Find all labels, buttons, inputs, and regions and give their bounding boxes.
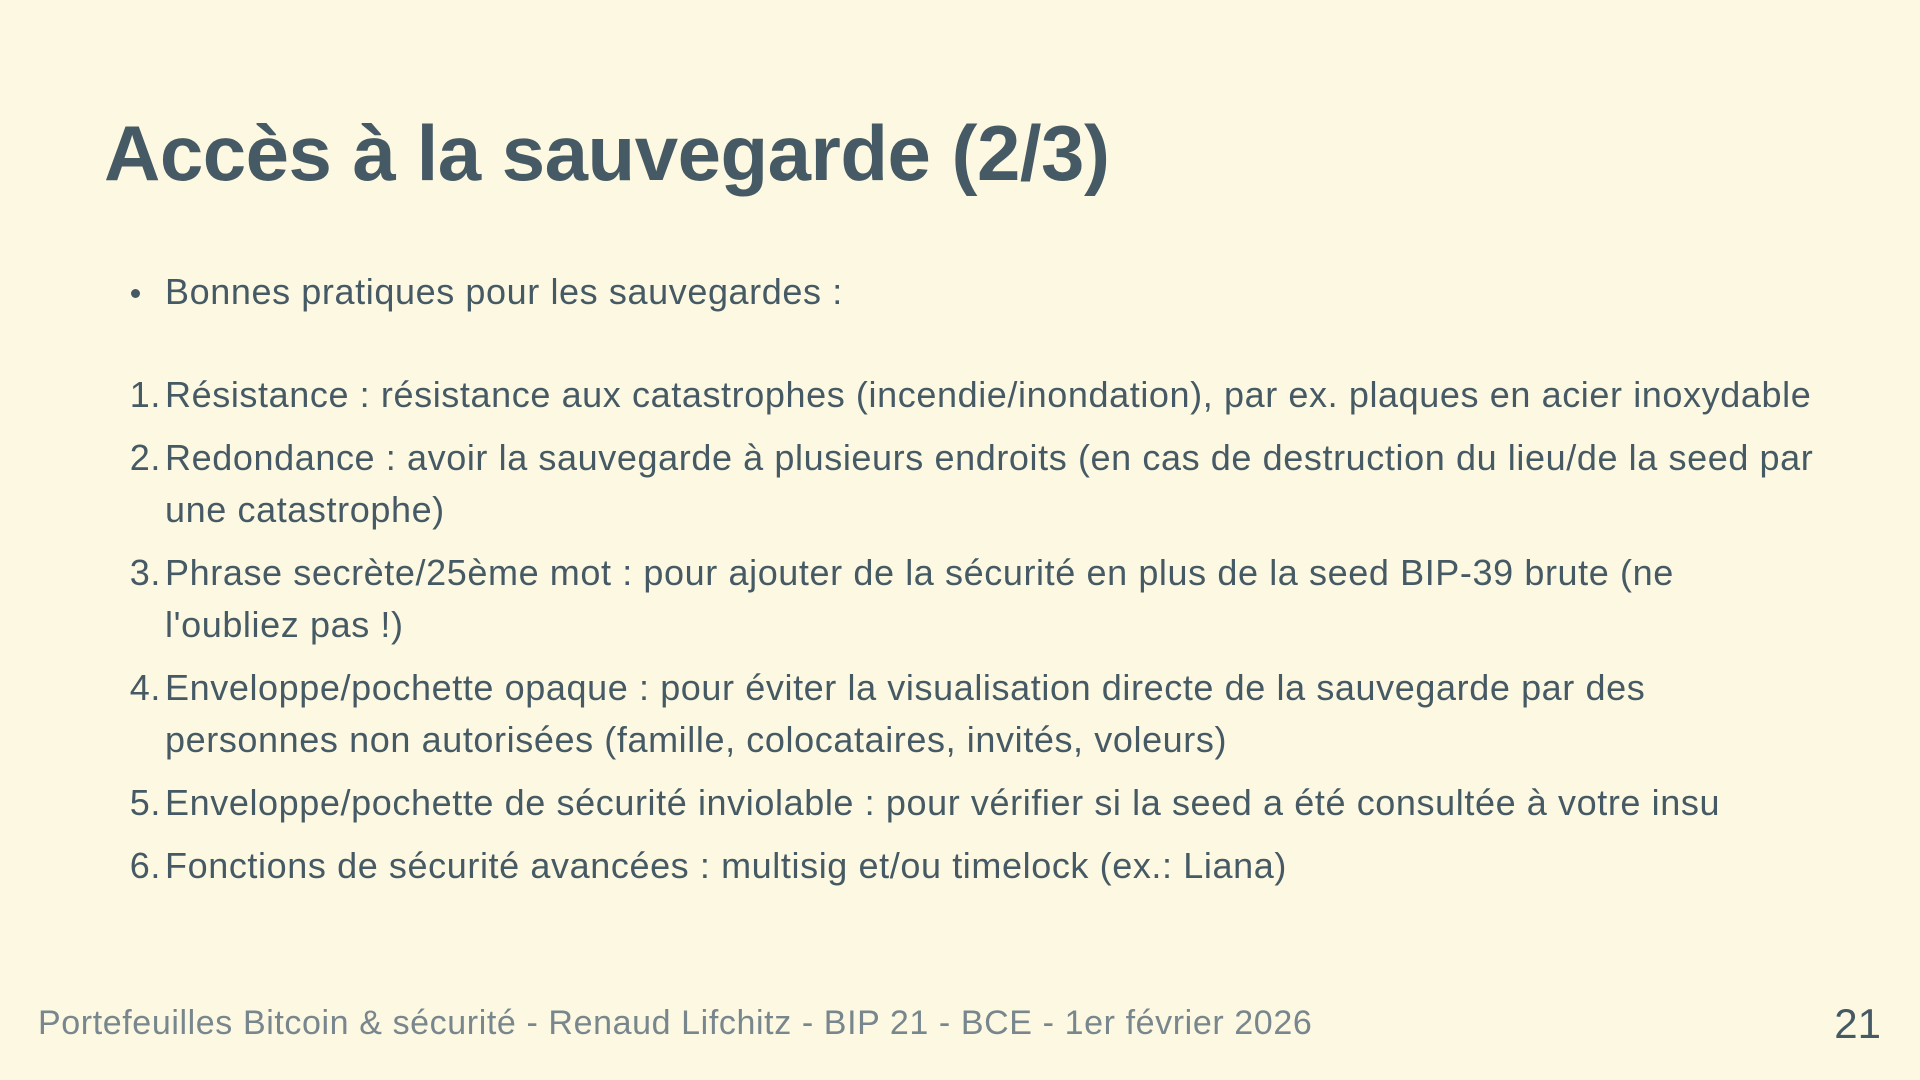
item-text: Fonctions de sécurité avancées : multisig et/ou timelock (ex.: Liana) [165, 845, 1287, 886]
item-number: 4. [129, 667, 161, 708]
item-number: 6. [129, 845, 161, 886]
slide-title: Accès à la sauvegarde (2/3) [104, 109, 1110, 197]
item-text: Redondance : avoir la sauvegarde à plusieurs endroits (en cas de destruction du lieu/de la seed par une catastrophe) [165, 437, 1814, 530]
list-item [129, 547, 1815, 651]
bullet-dot-icon [131, 289, 140, 298]
bullet-item [165, 266, 843, 318]
numbered-list [129, 369, 1815, 903]
list-item [129, 777, 1815, 829]
item-number: 3. [129, 552, 161, 593]
page-number: 21 [1834, 1000, 1881, 1047]
bullet-text: Bonnes pratiques pour les sauvegardes : [165, 271, 843, 312]
item-text: Enveloppe/pochette opaque : pour éviter la visualisation directe de la sauvegarde par des personnes non autorisées (famille, colocataires, invités, voleurs) [165, 667, 1646, 760]
list-item [129, 840, 1815, 892]
item-number: 1. [129, 374, 161, 415]
item-number: 5. [129, 782, 161, 823]
bullet-list [165, 266, 843, 318]
item-text: Phrase secrète/25ème mot : pour ajouter de la sécurité en plus de la seed BIP-39 brute (ne l'oubliez pas !) [165, 552, 1674, 645]
list-item [129, 432, 1815, 536]
item-number: 2. [129, 437, 161, 478]
list-item [129, 369, 1815, 421]
item-text: Résistance : résistance aux catastrophes (incendie/inondation), par ex. plaques en acier inoxydable [165, 374, 1812, 415]
item-text: Enveloppe/pochette de sécurité inviolable : pour vérifier si la seed a été consultée à votre insu [165, 782, 1721, 823]
list-item [129, 662, 1815, 766]
slide-footer: Portefeuilles Bitcoin & sécurité - Renaud Lifchitz - BIP 21 - BCE - 1er février 2026 [38, 1004, 1313, 1042]
